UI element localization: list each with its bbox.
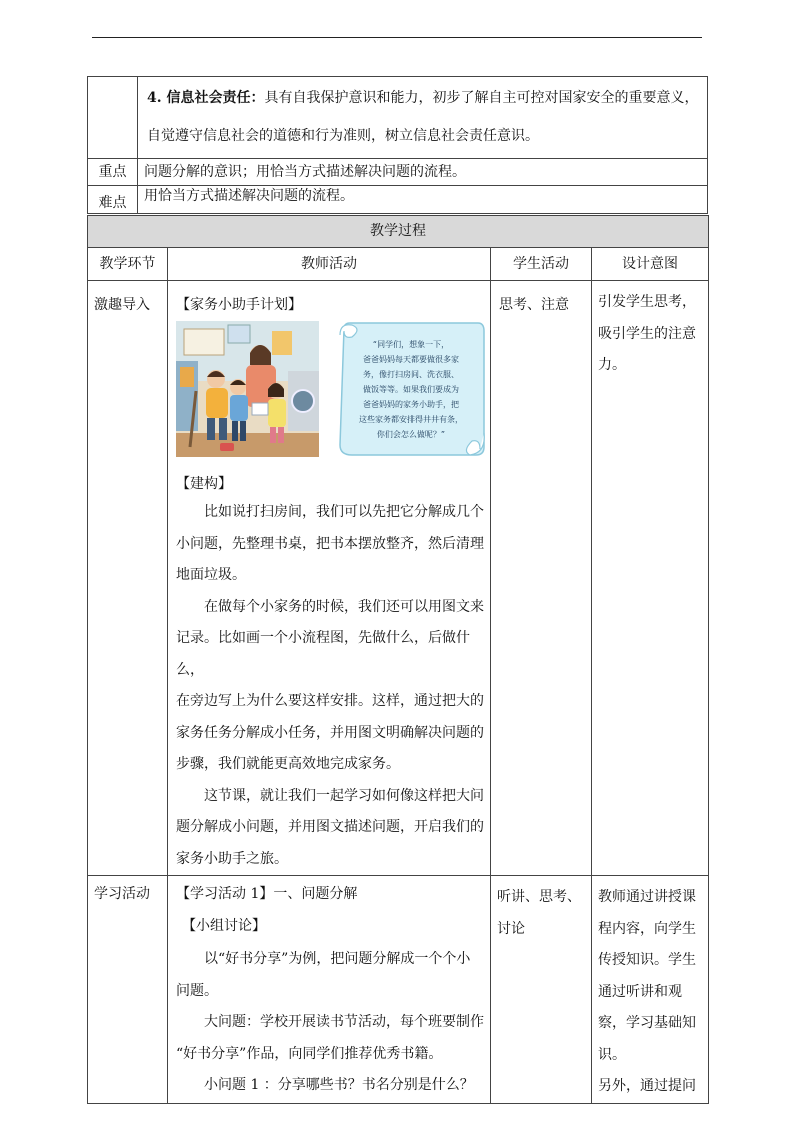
key-point-label: 重点	[88, 159, 138, 186]
speech-line: “同学们，想象一下，	[372, 340, 450, 349]
intent-line: 吸引学生的注意	[598, 325, 696, 342]
objectives-cell	[138, 77, 708, 159]
speech-line: 爸爸妈妈的家务小助手，把	[363, 400, 459, 409]
paragraph-line: 在做每个小家务的时候，我们还可以用图文来	[204, 598, 484, 615]
student-line: 讨论	[497, 920, 525, 937]
paragraph-line: 家务任务分解成小任务，并用图文明确解决问题的	[176, 724, 484, 741]
learning-intent-cell	[592, 876, 709, 1104]
intent-line: 传授知识。学生	[598, 952, 696, 968]
paragraph-line: 步骤，我们就能更高效地完成家务。	[176, 756, 400, 772]
discussion-title: 【小组讨论】	[182, 918, 266, 934]
paragraph-line: 在旁边写上为什么要这样安排。这样，通过把大的	[176, 693, 484, 709]
difficulty-text: 用恰当方式描述解决问题的流程。	[138, 186, 708, 214]
learning-stage: 学习活动	[88, 876, 168, 1104]
learning-line: 以“好书分享”为例，把问题分解成一个个小	[204, 951, 471, 967]
speech-line: 你们会怎么做呢？”	[376, 430, 446, 439]
speech-line: 做饭等等。如果我们要成为	[363, 385, 459, 394]
intro-intent-cell	[592, 281, 709, 876]
col-header-stage: 教学环节	[88, 248, 168, 281]
paragraph-line: 这节课，就让我们一起学习如何像这样把大问	[204, 787, 484, 804]
process-title: 教学过程	[88, 216, 709, 248]
family-housework-illustration	[176, 321, 319, 457]
construct-title: 【建构】	[176, 476, 232, 492]
activity-1-title: 【学习活动 1】一、问题分解	[176, 886, 358, 902]
intent-line: 程内容，向学生	[598, 920, 696, 937]
intro-teacher-cell	[168, 281, 491, 876]
learning-teacher-cell	[168, 876, 491, 1104]
speech-line: 爸爸妈妈每天都要做很多家	[363, 355, 459, 364]
header-rule	[92, 37, 702, 38]
intent-line: 通过听讲和观	[598, 983, 682, 1000]
intent-line: 察，学习基础知	[598, 1015, 696, 1031]
learning-line: 小问题 1 ：分享哪些书？书名分别是什么？	[204, 1077, 474, 1093]
objectives-label-cell	[88, 77, 138, 159]
learning-student-cell	[491, 876, 592, 1104]
difficulty-label: 难点	[88, 186, 138, 214]
intro-section-title: 【家务小助手计划】	[176, 297, 302, 313]
objective-4-line1: 具有自我保护意识和能力，初步了解自主可控对国家安全的重要意义，	[264, 90, 699, 106]
paragraph-line: 比如说打扫房间，我们可以先把它分解成几个	[204, 504, 484, 520]
speech-bubble-text	[352, 337, 470, 442]
intro-paragraph-3	[176, 781, 484, 876]
intro-stage: 激趣导入	[88, 281, 168, 876]
objectives-table	[87, 76, 708, 214]
col-header-intent: 设计意图	[592, 248, 709, 281]
intro-paragraph-1	[176, 497, 484, 592]
objective-4-title: 4. 信息社会责任：	[147, 90, 265, 106]
objective-4-line2: 自觉遵守信息社会的道德和行为准则，树立信息社会责任意识。	[147, 127, 539, 144]
key-point-text: 问题分解的意识；用恰当方式描述解决问题的流程。	[138, 159, 708, 186]
learning-line: 问题。	[176, 982, 218, 999]
student-line: 听讲、思考、	[497, 889, 581, 905]
speech-line: 务，像打扫房间、洗衣服、	[363, 370, 459, 379]
process-table	[87, 215, 709, 1104]
col-header-student: 学生活动	[491, 248, 592, 281]
speech-line: 这些家务都安排得井井有条，	[359, 415, 463, 424]
intent-line: 引发学生思考，	[598, 294, 696, 310]
intent-line: 另外，通过提问	[598, 1078, 696, 1094]
intro-paragraph-2	[176, 592, 484, 781]
learning-line: “好书分享”作品，向同学们推荐优秀书籍。	[176, 1045, 443, 1062]
intro-student-activity: 思考、注意	[491, 281, 592, 876]
paragraph-line: 记录。比如画一个小流程图，先做什么，后做什么，	[176, 630, 470, 678]
intent-line: 识。	[598, 1046, 626, 1063]
paragraph-line: 家务小助手之旅。	[176, 850, 288, 867]
paragraph-line: 地面垃圾。	[176, 567, 246, 583]
col-header-teacher: 教师活动	[168, 248, 491, 281]
intent-line: 教师通过讲授课	[598, 889, 696, 905]
paragraph-line: 小问题，先整理书桌，把书本摆放整齐，然后清理	[176, 535, 484, 552]
learning-line: 大问题：学校开展读书节活动，每个班要制作	[204, 1014, 484, 1030]
intro-picture-row	[176, 321, 484, 469]
paragraph-line: 题分解成小问题，并用图文描述问题，开启我们的	[176, 819, 484, 835]
intent-line: 力。	[598, 357, 626, 373]
